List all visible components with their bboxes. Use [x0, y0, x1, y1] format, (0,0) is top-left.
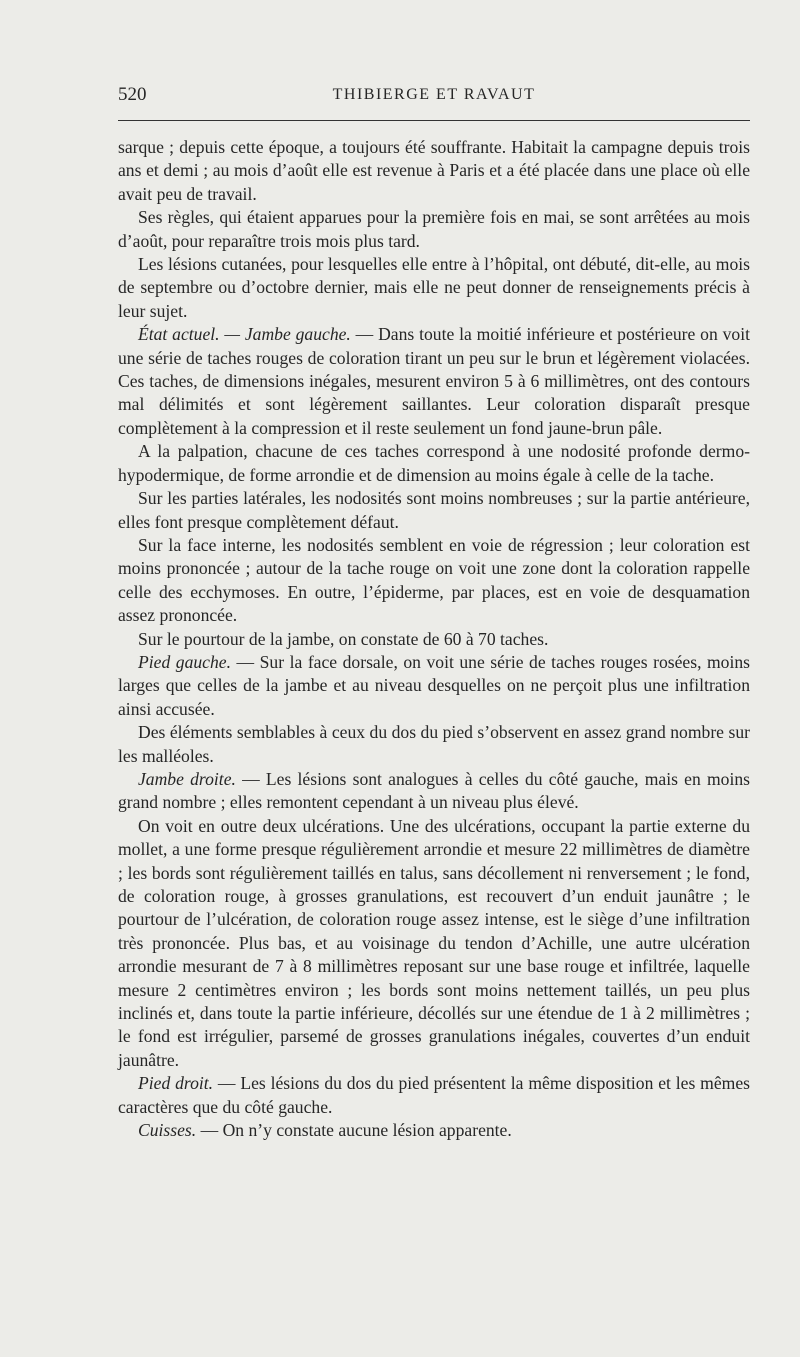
running-head: THIBIERGE ET RAVAUT	[332, 86, 536, 103]
paragraph	[118, 651, 750, 721]
paragraph-lead: Cuisses.	[138, 1120, 197, 1141]
paragraph-text: Des éléments semblables à ceux du dos du pied s’observent en assez grand nombre sur les malléoles.	[118, 722, 750, 766]
paragraph-text: Sur le pourtour de la jambe, on constate de 60 à 70 taches.	[138, 628, 549, 649]
paragraph-text: A la palpation, chacune de ces taches correspond à une nodosité profonde dermo-hypodermique, de forme arrondie et de dimension au moins égale à celle de la tache.	[118, 441, 750, 485]
body-text	[118, 136, 750, 1142]
paragraph	[118, 815, 750, 1072]
page-header	[118, 84, 750, 108]
header-rule	[118, 120, 750, 121]
paragraph-lead: Jambe droite.	[138, 768, 236, 789]
paragraph-text: — Les lésions du dos du pied présentent la même disposition et les mêmes caractères que du côté gauche.	[118, 1073, 751, 1117]
paragraph-text: — Les lésions sont analogues à celles du côté gauche, mais en moins grand nombre ; elles remontent cependant à un niveau plus élevé.	[118, 768, 751, 813]
paragraph	[118, 206, 750, 253]
paragraph	[118, 323, 750, 440]
paragraph	[118, 628, 750, 651]
paragraph	[118, 253, 750, 323]
paragraph-lead: État actuel. — Jambe gauche.	[138, 324, 351, 345]
paragraph-text: Sur les parties latérales, les nodosités sont moins nombreuses ; sur la partie antérieure, elles font presque complètement défaut.	[118, 488, 750, 532]
paragraph	[118, 768, 750, 815]
paragraph-lead: Pied gauche.	[138, 651, 231, 672]
paragraph	[118, 1119, 750, 1142]
paragraph-text: — Sur la face dorsale, on voit une série de taches rouges rosées, moins larges que celles de la jambe et au niveau desquelles on ne perçoit plus une infiltration ainsi accusée.	[118, 651, 751, 719]
paragraph	[118, 721, 750, 768]
paragraph-text: Sur la face interne, les nodosités semblent en voie de régression ; leur coloration est moins prononcée ; autour de la tache rouge on voit une zone dont la coloration rappelle celle des ecchymoses. En outre, l’épiderme, par places, est en voie de desquamation assez prononcée.	[118, 534, 750, 626]
paragraph-text: sarque ; depuis cette époque, a toujours été souffrante. Habitait la campagne depuis trois ans et demi ; au mois d’août elle est revenue à Paris et a été placée dans une place où elle avait peu de travail.	[118, 137, 750, 204]
paragraph-text: Ses règles, qui étaient apparues pour la première fois en mai, se sont arrêtées au mois d’août, pour reparaître trois mois plus tard.	[118, 207, 750, 251]
paragraph	[118, 1072, 750, 1119]
page-number: 520	[118, 84, 147, 105]
paragraph-lead: Pied droit.	[138, 1073, 214, 1094]
paragraph-text: — On n’y constate aucune lésion apparente.	[196, 1120, 512, 1141]
paragraph-text: Les lésions cutanées, pour lesquelles elle entre à l’hôpital, ont débuté, dit-elle, au mois de septembre ou d’octobre dernier, mais elle ne peut donner de renseignements précis à leur sujet.	[118, 254, 750, 321]
paragraph	[118, 487, 750, 534]
paragraph	[118, 534, 750, 628]
paragraph-text: — Dans toute la moitié inférieure et postérieure on voit une série de taches rouges de coloration tirant un peu sur le brun et légèrement violacées. Ces taches, de dimensions inégales, mesurent environ 5 à 6 millimètres, ont des contours mal délimités et sont légèrement saillantes. Leur coloration disparaît presque complètement à la compression et il reste seulement un fond jaune-brun pâle.	[118, 324, 750, 438]
paragraph-text: On voit en outre deux ulcérations. Une des ulcérations, occupant la partie externe du mollet, a une forme presque régulièrement arrondie et mesure 22 millimètres de diamètre ; les bords sont régulièrement taillés en talus, sans décollement ni renversement ; le fond, de coloration rouge, à grosses granulations, est recouvert d’un enduit jaunâtre ; le pourtour de l’ulcération, de coloration rouge assez intense, est le siège d’une infiltration très prononcée. Plus bas, et au voisinage du tendon d’Achille, une autre ulcération arrondie mesurant de 7 à 8 millimètres reposant sur une base rouge et infiltrée, laquelle mesure 2 centimètres environ ; les bords sont moins nettement taillés, un peu plus inclinés et, dans toute la partie inférieure, décollés sur une étendue de 1 à 2 millimètres ; le fond est irrégulier, parsemé de grosses granulations inégales, couvertes d’un enduit jaunâtre.	[118, 815, 750, 1070]
paragraph	[118, 136, 750, 206]
paragraph	[118, 440, 750, 487]
